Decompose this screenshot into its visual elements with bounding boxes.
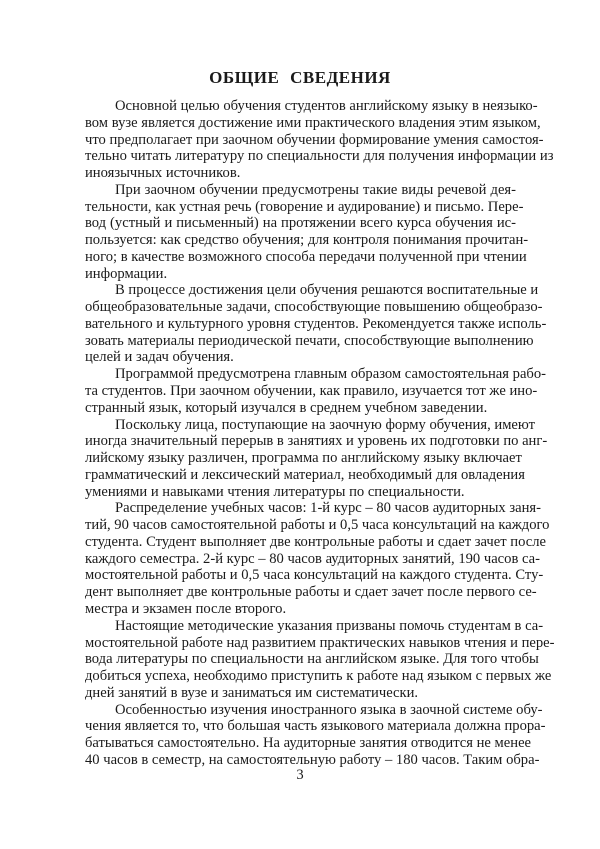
text-line: лийскому языку различен, программа по английскому языку включает	[85, 450, 522, 467]
paragraph	[85, 701, 546, 769]
text-line: дней занятий в вузе и заниматься им систематически.	[85, 684, 419, 701]
text-line: умениями и навыками чтения литературы по специальности.	[85, 483, 465, 500]
text-line: иногда значительный перерыв в занятиях и уровень их подготовки по анг-	[85, 433, 548, 450]
text-line: дент выполняет две контрольные работы и сдает зачет после первого се-	[85, 584, 537, 601]
text-line: общеобразовательные задачи, способствующие повышению общеобразо-	[85, 299, 543, 316]
text-line: батываться самостоятельно. На аудиторные занятия отводится не менее	[85, 735, 532, 752]
text-line: вательного и культурного уровня студентов. Рекомендуется также исполь-	[85, 315, 547, 332]
text-line: иноязычных источников.	[85, 165, 241, 182]
text-line: Распределение учебных часов: 1-й курс – 80 часов аудиторных заня-	[115, 500, 542, 517]
paragraph	[85, 500, 550, 617]
text-line: что предполагает при заочном обучении формирование умения самостоя-	[85, 131, 544, 148]
text-line: вода литературы по специальности на английском языке. Для того чтобы	[85, 651, 539, 668]
text-line: странный язык, который изучался в среднем учебном заведении.	[85, 399, 488, 416]
text-line: ного; в качестве возможного способа передачи полученной при чтении	[85, 248, 527, 265]
text-line: местра и экзамен после второго.	[85, 600, 287, 617]
text-line: Поскольку лица, поступающие на заочную форму обучения, имеют	[115, 416, 535, 433]
text-line: грамматический и лексический материал, необходимый для овладения	[85, 466, 525, 483]
text-line: добиться успеха, необходимо приступить к работе над языком с первых же	[85, 668, 552, 685]
paragraph	[85, 98, 554, 182]
text-line: целей и задач обучения.	[85, 349, 234, 366]
text-line: та студентов. При заочном обучении, как правило, изучается тот же ино-	[85, 383, 538, 400]
paragraph	[85, 181, 529, 283]
text-line: В процессе достижения цели обучения решаются воспитательные и	[115, 282, 539, 299]
text-line: тельно читать литературу по специальности для получения информации из	[85, 148, 554, 165]
text-line: 40 часов в семестр, на самостоятельную работу – 180 часов. Таким обра-	[85, 751, 540, 768]
text-line: При заочном обучении предусмотрены такие виды речевой дея-	[115, 181, 516, 198]
text-line: вом вузе является достижение ими практического владения этим языком,	[85, 114, 541, 131]
page-number: 3	[296, 767, 304, 783]
text-line: Программой предусмотрена главным образом самостоятельная рабо-	[115, 366, 547, 383]
text-line: тий, 90 часов самостоятельной работы и 0,5 часа консультаций на каждого	[85, 517, 550, 534]
text-line: информации.	[85, 265, 168, 282]
text-line: чения является то, что большая часть языкового материала должна прора-	[85, 718, 546, 735]
text-line: Настоящие методические указания призваны помочь студентам в са-	[115, 617, 544, 634]
text-line: мостоятельной работы и 0,5 часа консультаций на каждого студента. Сту-	[85, 567, 544, 584]
paragraph	[85, 617, 555, 702]
text-line: Особенностью изучения иностранного языка в заочной системе обу-	[115, 701, 543, 718]
text-line: каждого семестра. 2-й курс – 80 часов аудиторных занятий, 190 часов са-	[85, 550, 540, 567]
text-line: Основной целью обучения студентов английскому языку в неязыко-	[115, 98, 538, 114]
text-line: мостоятельной работе над развитием практических навыков чтения и пере-	[85, 634, 555, 651]
body-text	[85, 98, 555, 769]
paragraph	[85, 282, 547, 366]
text-line: вод (устный и письменный) на протяжении всего курса обучения ис-	[85, 215, 516, 232]
paragraph	[85, 416, 548, 501]
paragraph	[85, 366, 547, 416]
section-title: ОБЩИЕ СВЕДЕНИЯ	[209, 68, 391, 87]
text-line: пользуется: как средство обучения; для контроля понимания прочитан-	[85, 232, 529, 249]
text-line: тельности, как устная речь (говорение и аудирование) и письмо. Пере-	[85, 198, 524, 215]
text-line: студента. Студент выполняет две контрольные работы и сдает зачет после	[85, 533, 546, 550]
text-line: зовать материалы периодической печати, способствующие выполнению	[85, 332, 534, 349]
